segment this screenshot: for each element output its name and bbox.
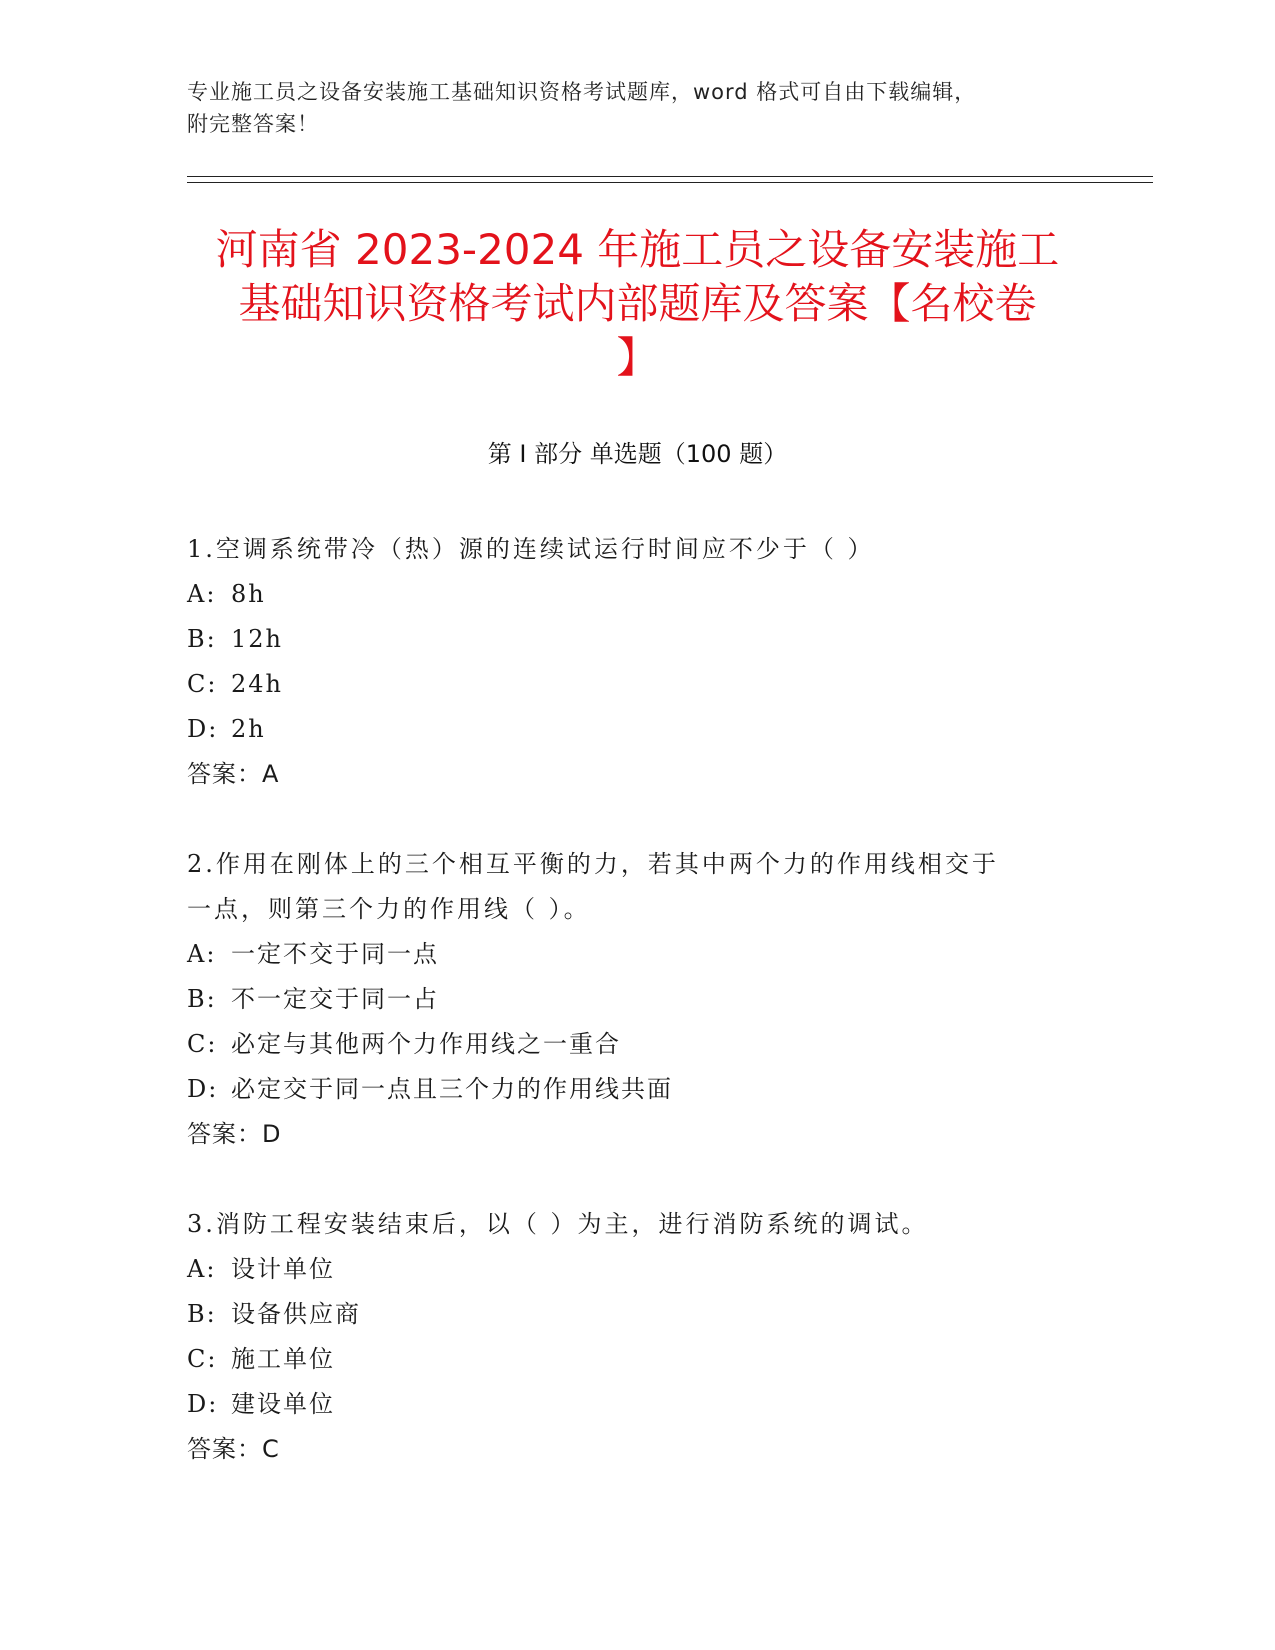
option-d [187, 1067, 1087, 1112]
option-text: 2h [231, 715, 266, 743]
option-text: 必定与其他两个力作用线之一重合 [231, 1030, 621, 1058]
question-2 [187, 842, 1087, 1157]
option-text: 设计单位 [231, 1255, 335, 1283]
option-d [187, 707, 1087, 752]
intro-line-2: 附完整答案！ [187, 112, 319, 136]
question-3 [187, 1202, 1087, 1472]
option-text: 必定交于同一点且三个力的作用线共面 [231, 1075, 673, 1103]
intro-line-1: 专业施工员之设备安装施工基础知识资格考试题库，word 格式可自由下载编辑， [187, 80, 977, 104]
question-stem: 1.空调系统带冷（热）源的连续试运行时间应不少于（ ） [187, 535, 875, 563]
option-text: 12h [231, 625, 283, 653]
option-key: D: [187, 1075, 219, 1103]
question-stem: 2.作用在刚体上的三个相互平衡的力，若其中两个力的作用线相交于 [187, 850, 999, 878]
answer-line: 答案：D [187, 1120, 282, 1148]
question-stem-continued: 一点，则第三个力的作用线（ ）。 [187, 895, 591, 923]
option-a [187, 1247, 1087, 1292]
option-c [187, 1337, 1087, 1382]
answer-line: 答案：A [187, 760, 280, 788]
option-text: 24h [231, 670, 283, 698]
title-line-2: 基础知识资格考试内部题库及答案【名校卷 [238, 279, 1037, 328]
question-stem: 3.消防工程安装结束后，以（ ）为主，进行消防系统的调试。 [187, 1210, 929, 1238]
option-text: 建设单位 [231, 1390, 335, 1418]
question-1 [187, 527, 1087, 797]
section-heading: 第 I 部分 单选题（100 题） [487, 440, 788, 468]
option-key: C: [187, 1030, 218, 1058]
option-d [187, 1382, 1087, 1427]
option-key: A: [187, 1255, 217, 1283]
question-list [187, 527, 1087, 1517]
option-text: 设备供应商 [231, 1300, 361, 1328]
option-key: A: [187, 580, 217, 608]
document-intro [187, 76, 1087, 140]
option-key: B: [187, 1300, 217, 1328]
option-b [187, 977, 1087, 1022]
document-title [150, 223, 1125, 385]
option-key: B: [187, 985, 217, 1013]
option-key: C: [187, 1345, 218, 1373]
option-key: A: [187, 940, 217, 968]
option-b [187, 1292, 1087, 1337]
option-a [187, 932, 1087, 977]
header-divider-top [187, 176, 1153, 177]
option-key: D: [187, 715, 219, 743]
option-key: D: [187, 1390, 219, 1418]
header-divider-bottom [187, 182, 1153, 183]
answer-line: 答案：C [187, 1435, 280, 1463]
option-text: 一定不交于同一点 [231, 940, 439, 968]
option-key: B: [187, 625, 217, 653]
option-b [187, 617, 1087, 662]
option-key: C: [187, 670, 218, 698]
option-text: 8h [231, 580, 266, 608]
option-text: 不一定交于同一占 [231, 985, 439, 1013]
option-text: 施工单位 [231, 1345, 335, 1373]
title-line-3: 】 [616, 333, 659, 382]
option-c [187, 662, 1087, 707]
option-c [187, 1022, 1087, 1067]
title-line-1: 河南省 2023-2024 年施工员之设备安装施工 [215, 225, 1060, 274]
option-a [187, 572, 1087, 617]
